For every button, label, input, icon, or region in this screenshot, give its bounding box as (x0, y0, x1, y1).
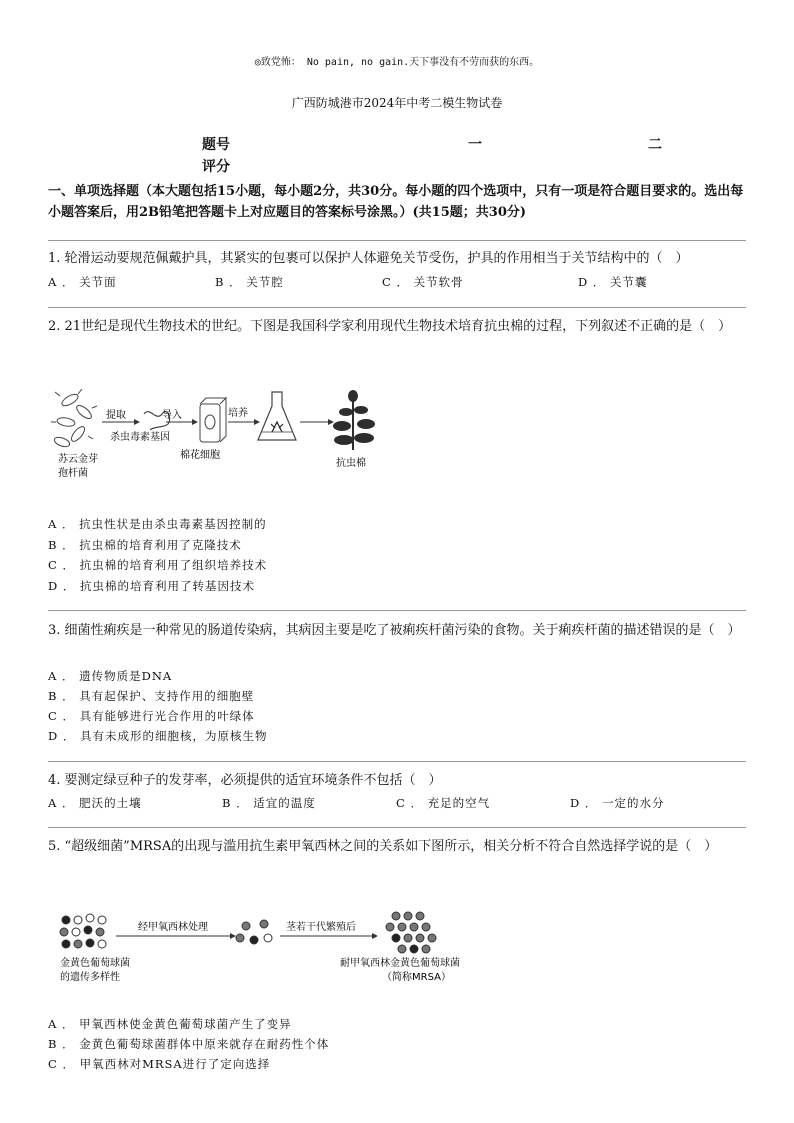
question-3-option-a[interactable]: A ． 遗传物质是DNA (48, 669, 173, 683)
cotton-cell-icon (200, 398, 226, 442)
question-4-stem: 4. 要测定绿豆种子的发芽率，必须提供的适宜环境条件不包括（ ） (48, 773, 442, 788)
question-3-option-d[interactable]: D ． 具有未成形的细胞核，为原核生物 (48, 729, 268, 743)
bacteria-population-mrsa (386, 912, 436, 953)
question-2-figure (48, 378, 408, 488)
label-right-2: （简称MRSA） (382, 972, 451, 983)
arrow-label-extract: 提取 (106, 410, 126, 421)
label-bt-cotton: 抗虫棉 (336, 458, 366, 469)
question-4-option-c[interactable]: C ． 充足的空气 (396, 796, 491, 810)
question-1-stem: 1. 轮滑运动要规范佩戴护具，其紧实的包裹可以保护人体避免关节受伤，护具的作用相当于关节结构中的（ ） (48, 251, 689, 266)
question-2-option-d[interactable]: D ． 抗虫棉的培育利用了转基因技术 (48, 579, 256, 593)
score-table (0, 134, 794, 174)
divider (48, 240, 746, 241)
label-left-1: 金黄色葡萄球菌 (60, 958, 130, 969)
question-1-option-c[interactable]: C ． 关节软骨 (382, 275, 464, 289)
cotton-plant-icon (333, 390, 375, 450)
arrow-label-insert: 导入 (162, 410, 182, 421)
page-title: 广西防城港市2024年中考二模生物试卷 (291, 96, 503, 110)
arrow-label-generations: 茎若干代繁殖后 (286, 922, 356, 933)
question-3-option-b[interactable]: B ． 具有起保护、支持作用的细胞壁 (48, 689, 255, 703)
question-3-option-c[interactable]: C ． 具有能够进行光合作用的叶绿体 (48, 709, 255, 723)
question-2-option-c[interactable]: C ． 抗虫棉的培育利用了组织培养技术 (48, 558, 268, 572)
question-1-option-a[interactable]: A ． 关节面 (48, 275, 117, 289)
divider (48, 761, 746, 762)
question-5-option-c[interactable]: C ． 甲氧西林对MRSA进行了定向选择 (48, 1057, 271, 1071)
score-col-2: 二 (648, 137, 662, 153)
label-gene: 杀虫毒素基因 (110, 432, 170, 443)
bacteria-population-selected (236, 920, 272, 944)
question-1-option-d[interactable]: D ． 关节囊 (578, 275, 648, 289)
label-left-2: 的遗传多样性 (60, 972, 120, 983)
label-bacteria: 苏云金芽 (58, 454, 98, 465)
score-label-number: 题号 (202, 137, 230, 153)
bacteria-population-diverse (60, 914, 106, 948)
divider (48, 610, 746, 611)
question-5-option-b[interactable]: B ． 金黄色葡萄球菌群体中原来就存在耐药性个体 (48, 1037, 330, 1051)
question-5-stem: 5. “超级细菌”MRSA的出现与滥用抗生素甲氧西林之间的关系如下图所示，相关分析不符合自然选择学说的是（ ） (48, 839, 718, 854)
label-cotton-cell: 棉花细胞 (180, 450, 220, 461)
score-label-score: 评分 (202, 159, 230, 175)
arrow-label-treatment: 经甲氧西林处理 (138, 922, 208, 933)
divider (48, 827, 746, 828)
bacteria-illustration (51, 389, 97, 448)
question-4-option-d[interactable]: D ． 一定的水分 (570, 796, 665, 810)
motto: ◎致党怖： No pain, no gain.天下事没有不劳而获的东西。 (254, 57, 540, 68)
score-col-1: 一 (468, 137, 482, 153)
divider (48, 307, 746, 308)
question-2-option-b[interactable]: B ． 抗虫棉的培育利用了克隆技术 (48, 538, 242, 552)
question-5-option-a[interactable]: A ． 甲氧西林使金黄色葡萄球菌产生了变异 (48, 1017, 292, 1031)
question-2-stem: 2. 21世纪是现代生物技术的世纪。下图是我国科学家利用现代生物技术培育抗虫棉的过程，下列叙述不正确的是（ ） (48, 319, 732, 334)
question-3-stem: 3. 细菌性痢疾是一种常见的肠道传染病，其病因主要是吃了被痢疾杆菌污染的食物。关于痢疾杆菌的描述错误的是（ ） (48, 623, 741, 638)
flask-icon (258, 392, 296, 440)
question-4-option-a[interactable]: A ． 肥沃的土壤 (48, 796, 142, 810)
question-1-option-b[interactable]: B ． 关节腔 (215, 275, 284, 289)
label-right-1: 耐甲氧西林金黄色葡萄球菌 (340, 958, 460, 969)
label-bacteria-2: 孢杆菌 (58, 468, 88, 479)
section-heading: 一、单项选择题（本大题包括15小题，每小题2分，共30分。每小题的四个选项中，只有一项是符合题目要求的。选出每小题答案后，用2B铅笔把答题卡上对应题目的答案标号涂黑。）(共15题；共30分) (48, 184, 744, 220)
question-5-figure (54, 910, 494, 988)
question-2-option-a[interactable]: A ． 抗虫性状是由杀虫毒素基因控制的 (48, 517, 267, 531)
question-4-option-b[interactable]: B ． 适宜的温度 (222, 796, 316, 810)
arrow-label-culture: 培养 (228, 408, 248, 419)
